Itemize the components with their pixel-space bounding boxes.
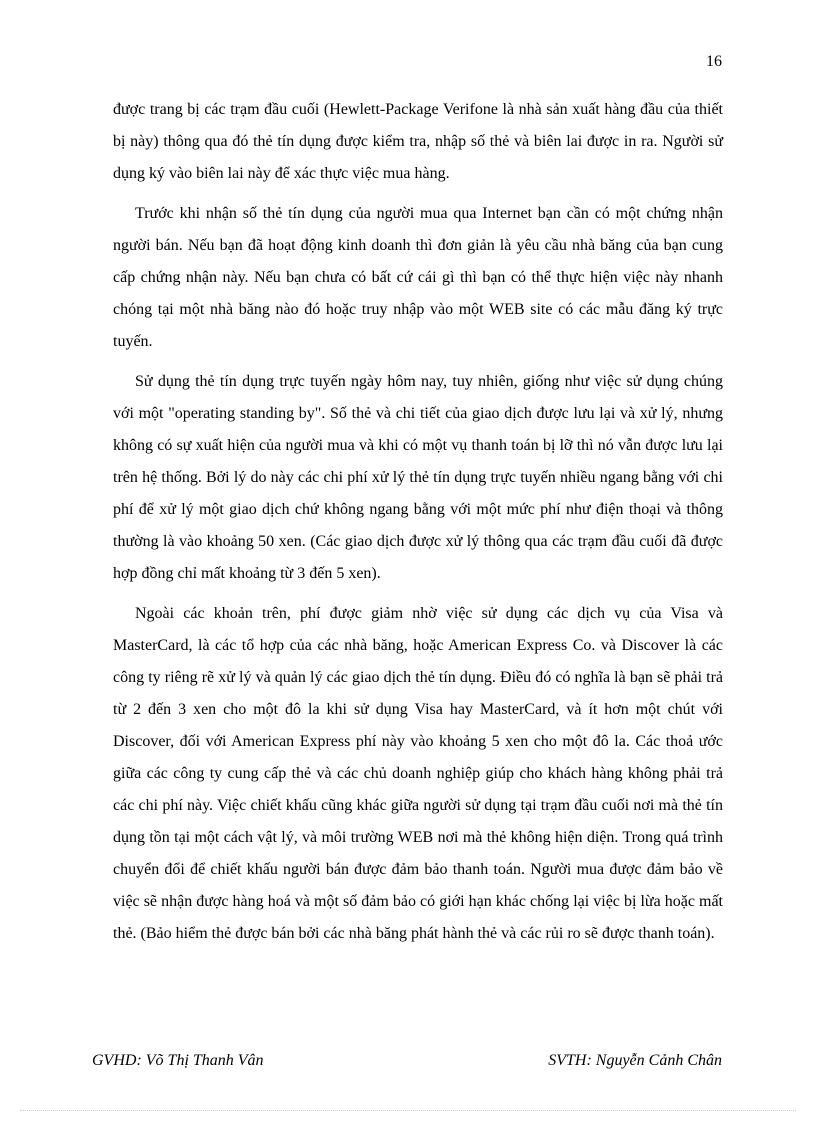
page-footer [92, 1052, 722, 1076]
footer-instructor: GVHD: Võ Thị Thanh Vân [92, 1052, 264, 1069]
paragraph-merchant-certificate: Trước khi nhận số thẻ tín dụng của người mua qua Internet bạn cần có một chứng nhận người bán. Nếu bạn đã hoạt động kinh doanh thì đơn giản là yêu cầu nhà băng của bạn cung cấp chứng nhận này. Nếu bạn chưa có bất cứ cái gì thì bạn có thể thực hiện việc này nhanh chóng tại một nhà băng nào đó hoặc truy nhập vào một WEB site có các mẫu đăng ký trực tuyến. [113, 205, 723, 350]
paragraph-continuation: được trang bị các trạm đầu cuối (Hewlett-Package Verifone là nhà sản xuất hàng đầu của thiết bị này) thông qua đó thẻ tín dụng được kiểm tra, nhập số thẻ và biên lai được in ra. Người sử dụng ký vào biên lai này để xác thực việc mua hàng. [113, 101, 723, 182]
paragraph-online-credit-card: Sử dụng thẻ tín dụng trực tuyến ngày hôm nay, tuy nhiên, giống như việc sử dụng chúng với một "operating standing by". Số thẻ và chi tiết của giao dịch được lưu lại và xử lý, nhưng không có sự xuất hiện của người mua và khi có một vụ thanh toán bị lỡ thì nó vẫn được lưu lại trên hệ thống. Bởi lý do này các chi phí xử lý thẻ tín dụng trực tuyến nhiều ngang bằng với chi phí để xử lý một giao dịch chứ không ngang bằng với một mức phí như điện thoại và thông thường là vào khoảng 50 xen. (Các giao dịch được xử lý thông qua các trạm đầu cuối đã được hợp đồng chỉ mất khoảng từ 3 đến 5 xen). [113, 373, 723, 582]
footer-student: SVTH: Nguyễn Cảnh Chân [548, 1052, 722, 1069]
document-body [113, 94, 723, 958]
page-bottom-divider [20, 1110, 796, 1111]
page-number: 16 [706, 53, 722, 70]
paragraph-fees: Ngoài các khoản trên, phí được giảm nhờ việc sử dụng các dịch vụ của Visa và MasterCard, là các tổ hợp của các nhà băng, hoặc American Express Co. và Discover là các công ty riêng rẽ xử lý và quản lý các giao dịch thẻ tín dụng. Điều đó có nghĩa là bạn sẽ phải trả từ 2 đến 3 xen cho một đô la khi sử dụng Visa hay MasterCard, và ít hơn một chút với Discover, đối với American Express phí này vào khoảng 5 xen cho một đô la. Các thoả ước giữa các công ty cung cấp thẻ và các chủ doanh nghiệp giúp cho khách hàng không phải trả các chi phí này. Việc chiết khấu cũng khác giữa người sử dụng tại trạm đầu cuối nơi mà thẻ tín dụng tồn tại một cách vật lý, và môi trường WEB nơi mà thẻ không hiện diện. Trong quá trình chuyển đổi để chiết khấu người bán được đảm bảo thanh toán. Người mua được đảm bảo về việc sẽ nhận được hàng hoá và một số đảm bảo có giới hạn khác chống lại việc bị lừa hoặc mất thẻ. (Bảo hiểm thẻ được bán bởi các nhà băng phát hành thẻ và các rủi ro sẽ được thanh toán). [113, 605, 723, 942]
